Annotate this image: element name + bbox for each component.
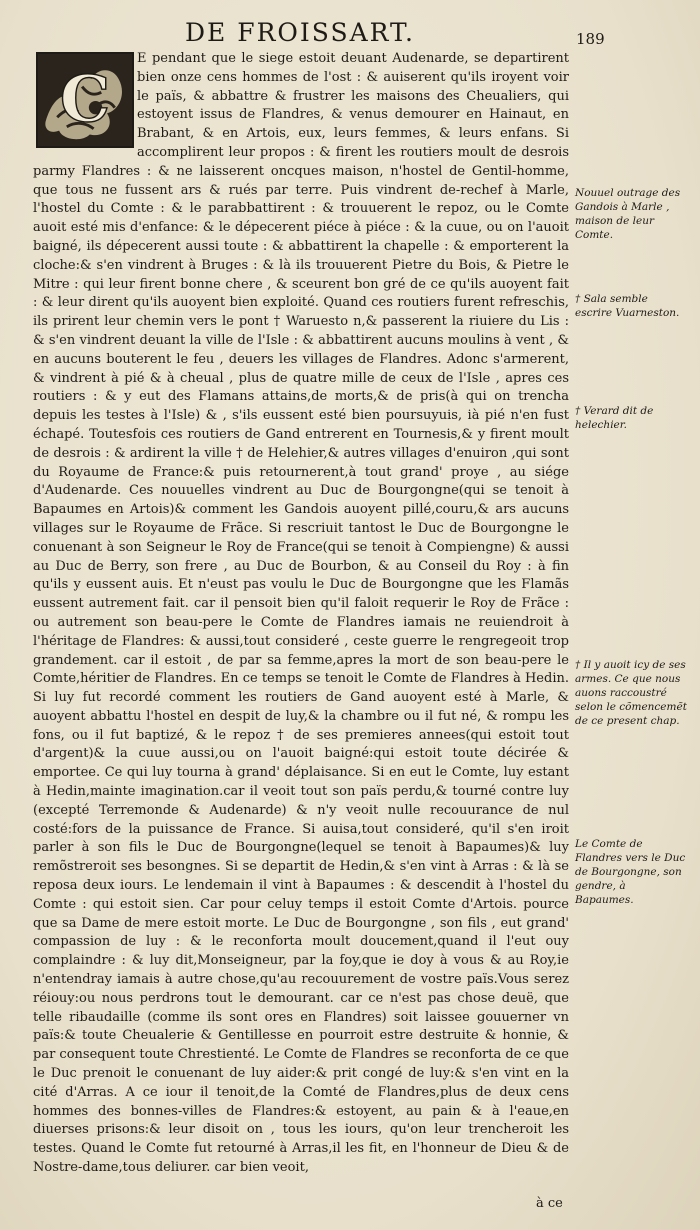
- svg-text:C: C: [59, 62, 111, 137]
- body-text-block: [33, 50, 569, 1178]
- margin-note-1: Nouuel outrage des Gandois à Marle , maison de leur Comte.: [575, 187, 681, 241]
- margin-note-2: † Sala semble escrire Vuarneston.: [575, 293, 680, 319]
- running-title: DE FROISSART.: [185, 18, 415, 47]
- margin-note-3: † Verard dit de helechier.: [575, 405, 654, 431]
- paragraph: E pendant que le siege estoit deuant Audenarde, se departirent bien onze cens hommes de l'ost : & auiserent qu'ils iroyent voir le païs, & abbattre & frustrer les maisons des Cheualiers, qui estoyent issus de Flandres, & venus demourer en Hainaut, en Brabant, & en Artois, eux, leurs femmes, & leurs enfans. Si accomplirent leur propos : & firent les routiers moult de desrois parmy Flandres : & ne laisserent oncques maison, n'hostel de Gentil-homme, que tous ne fussent ars & rués par terre. Puis vindrent de-rechef à Marle, l'hostel du Comte : & le parabbattirent : & trouuerent le repoz, ou le Comte auoit esté mis d'enfance: & le dépecerent piéce à piéce : & la cuue, ou on l'auoit baigné, ils dépecerent aussi toute : & abbattirent la chapelle : & emporterent la cloche:& s'en vindrent à Bruges : & là ils trouuerent Pietre du Bois, & Pietre le Mitre : qui leur firent bonne chere , & sceurent bon gré de ce qu'ils auoyent fait : & leur dirent qu'ils auoyent bien exploité. Quand ces routiers furent refreschis, ils prirent leur chemin vers le pont † Waruesto n,& passerent la riuiere du Lis : & s'en vindrent deuant la ville de l'Isle : & abbattirent aucuns moulins à vent , & en aucuns bouterent le feu , deuers les villages de Flandres. Adonc s'armerent, & vindrent à pié & à cheual , plus de quatre mille de ceux de l'Isle , apres ces routiers : & y eut des Flamans attains,de morts,& de pris(à qui on trencha depuis les testes à l'Isle) & , s'ils eussent esté bien poursuyuis, ià pié n'en fust échapé. Toutesfois ces routiers de Gand entrerent en Tournesis,& y firent moult de desrois : & ardirent la ville † de Helehier,& autres villages d'enuiron ,qui sont du Royaume de France:& puis retournerent,à tout grand' proye , au siége d'Audenarde. Ces nouuelles vindrent au Duc de Bourgongne(qui se tenoit à Bapaumes en Artois)& comment les Gandois auoyent pillé,couru,& ars aucuns villages sur le Royaume de Frãce. Si rescriuit tantost le Duc de Bourgongne le conuenant à son Seigneur le Roy de France(qui se tenoit à Compiengne) & aussi au Duc de Berry, son frere , au Duc de Bourbon, & au Conseil du Roy : à fin qu'ils y eussent auis. Et n'eust pas voulu le Duc de Bourgongne que les Flamãs eussent autrement fait. car il pensoit bien qu'il faloit requerir le Roy de Frãce : ou autrement son beau-pere le Comte de Flandres iamais ne reuiendroit à l'héritage de Flandres: & aussi,tout consideré , ceste guerre le rengregeoit trop grandement. car il estoit , de par sa femme,apres la mort de son beau-pere le Comte,héritier de Flandres. En ce temps se tenoit le Comte de Flandres à Hedin. Si luy fut recordé comment les routiers de Gand auoyent esté à Marle, & auoyent abbattu l'hostel en despit de luy,& la chambre ou il fut né, & rompu les fons, ou il fut baptizé, & le repoz † de ses premieres annees(qui estoit tout d'argent)& la cuue aussi,ou on l'auoit baigné:qui estoit toute décirée & emportee. Ce qui luy tourna à grand' déplaisance. Si en eut le Comte, luy estant à Hedin,mainte imagination.car il veoit tout son païs perdu,& tourné contre luy (excepté Terremonde & Audenarde) & n'y veoit nulle recouurance de nul costé:fors de la puissance de France. Si auisa,tout consideré, qu'il s'en iroit parler à son fils le Duc de Bourgongne(lequel se tenoit à Bapaumes)& luy remõstreroit ses besongnes. Si se departit de Hedin,& s'en vint à Arras : & là se reposa deux iours. Le lendemain il vint à Bapaumes : & descendit à l'hostel du Comte : qui estoit sien. Car pour celuy temps il estoit Comte d'Artois. pource que sa Dame de mere estoit morte. Le Duc de Bourgongne , son fils , eut grand' compassion de luy : & le reconforta moult doucement,quand il l'eut ouy complaindre : & luy dit,Monseigneur, par la foy,que ie doy à vous & au Roy,ie n'entendray iamais à autre chose,qu'au recouurement de vostre païs.Vous serez réiouy:ou nous perdrons tout le demourant. car ce n'est pas chose deuë, que telle ribaudaille (comme ils sont ores en Flandres) soit laissee gouuerner vn païs:& toute Cheualerie & Gentillesse en pourroit estre destruite & honnie, & par consequent toute Chrestienté. Le Comte de Flandres se reconforta de ce que le Duc prenoit le conuenant de luy aider:& prit congé de luy:& s'en vint en la cité d'Arras. A ce iour il tenoit,de la Comté de Flandres,plus de deux cens hommes des bonnes-villes de Flandres:& estoyent, au pain & à l'eaue,en diuerses prisons:& leur disoit on , tous les iours, qu'on leur trencheroit les testes. Quand le Comte fut retourné à Arras,il les fit, en l'honneur de Dieu & de Nostre-dame,tous deliurer. car bien veoit,: [33, 51, 569, 1176]
- margin-note-4: † Il y auoit icy de ses armes. Ce que nous auons raccoustré selon le cõmencemẽt de ce present chap.: [575, 659, 687, 727]
- catchword: à ce: [536, 1196, 563, 1211]
- margin-note-5: Le Comte de Flandres vers le Duc de Bourgongne, son gendre, à Bapaumes.: [575, 838, 686, 906]
- page-number: 189: [576, 30, 605, 48]
